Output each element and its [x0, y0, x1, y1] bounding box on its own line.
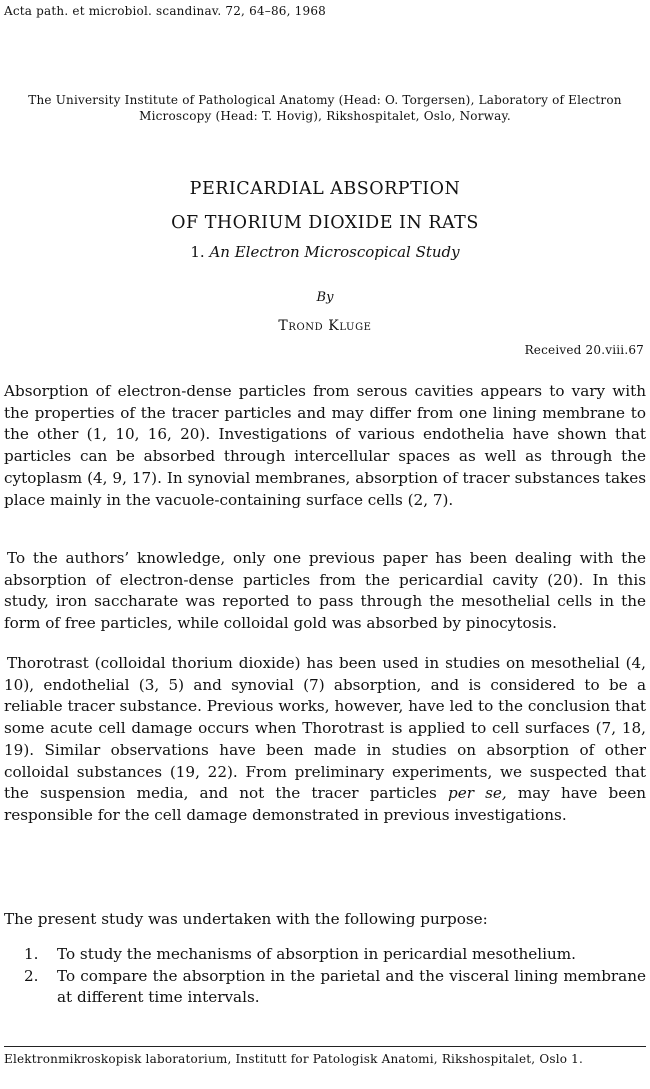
- paragraph-3: [4, 653, 646, 827]
- paragraph-4-text: The present study was undertaken with the following purpose:: [4, 910, 488, 928]
- affiliation: The University Institute of Pathological Anatomy (Head: O. Torgersen), Laboratory of Electron Microscopy (Head: T. Hovig), Rikshospitalet, Oslo, Norway.: [28, 93, 622, 123]
- list-item-number: 1.: [24, 945, 39, 963]
- paragraph-1-text: Absorption of electron-dense particles from serous cavities appears to vary with the properties of the tracer particles and may differ from one lining membrane to the other (1, 10, 16, 20). Investigations of various endothelia have shown that particles can be absorbed through intercellular spaces as well as through the cytoplasm (4, 9, 17). In synovial membranes, absorption of tracer substances takes place mainly in the vacuole-containing surface cells (2, 7).: [4, 382, 646, 509]
- purpose-list: [24, 944, 646, 1009]
- footnote: Elektronmikroskopisk laboratorium, Institutt for Patologisk Anatomi, Rikshospitalet, Oslo 1.: [4, 1052, 584, 1066]
- paragraph-1: [4, 381, 646, 511]
- footnote-divider: [4, 1046, 646, 1047]
- paragraph-2: [4, 548, 646, 635]
- paragraph-3-italic: per se,: [447, 784, 507, 803]
- title-line-1: PERICARDIAL ABSORPTION: [189, 179, 461, 199]
- journal-citation: Acta path. et microbiol. scandinav. 72, 64–86, 1968: [4, 4, 326, 18]
- paragraph-4: [4, 909, 646, 931]
- author-name: Trond Kluge: [278, 318, 372, 334]
- list-item: [24, 966, 646, 1009]
- article-title: [0, 172, 650, 240]
- paragraph-3-part-b: may have been responsible for the cell damage demonstrated in previous investigations.: [4, 784, 647, 824]
- byline-label: By: [316, 290, 334, 305]
- received-date: Received 20.viii.67: [524, 343, 644, 357]
- list-item-number: 2.: [24, 966, 39, 985]
- paragraph-3-part-a: Thorotrast (colloidal thorium dioxide) has been used in studies on mesothelial (4, 10), endothelial (3, 5) and synovial (7) absorption, and is considered to be a reliable tracer substance. Previous works, however, have led to the conclusion that some acute cell damage occurs when Thorotrast is applied to cell surfaces (7, 18, 19). Similar observations have been made in studies on absorption of other colloidal substances (19, 22). From preliminary experiments, we suspected that the suspension media, and not the tracer particles: [4, 654, 646, 803]
- list-item-text: To study the mechanisms of absorption in pericardial mesothelium.: [57, 945, 576, 963]
- paragraph-3-text: [4, 653, 646, 827]
- article-subtitle: [0, 243, 650, 261]
- title-line-2: OF THORIUM DIOXIDE IN RATS: [171, 213, 479, 233]
- subtitle-text: An Electron Microscopical Study: [209, 243, 460, 261]
- subtitle-number: 1.: [190, 243, 205, 261]
- paragraph-2-text: To the authors’ knowledge, only one previous paper has been dealing with the absorption of electron-dense particles from the pericardial cavity (20). In this study, iron saccharate was reported to pass through the mesothelial cells in the form of free particles, while colloidal gold was absorbed by pinocytosis.: [4, 549, 646, 633]
- list-item-text: To compare the absorption in the parietal and the visceral lining membrane at different time intervals.: [57, 966, 646, 1007]
- list-item: [24, 944, 646, 966]
